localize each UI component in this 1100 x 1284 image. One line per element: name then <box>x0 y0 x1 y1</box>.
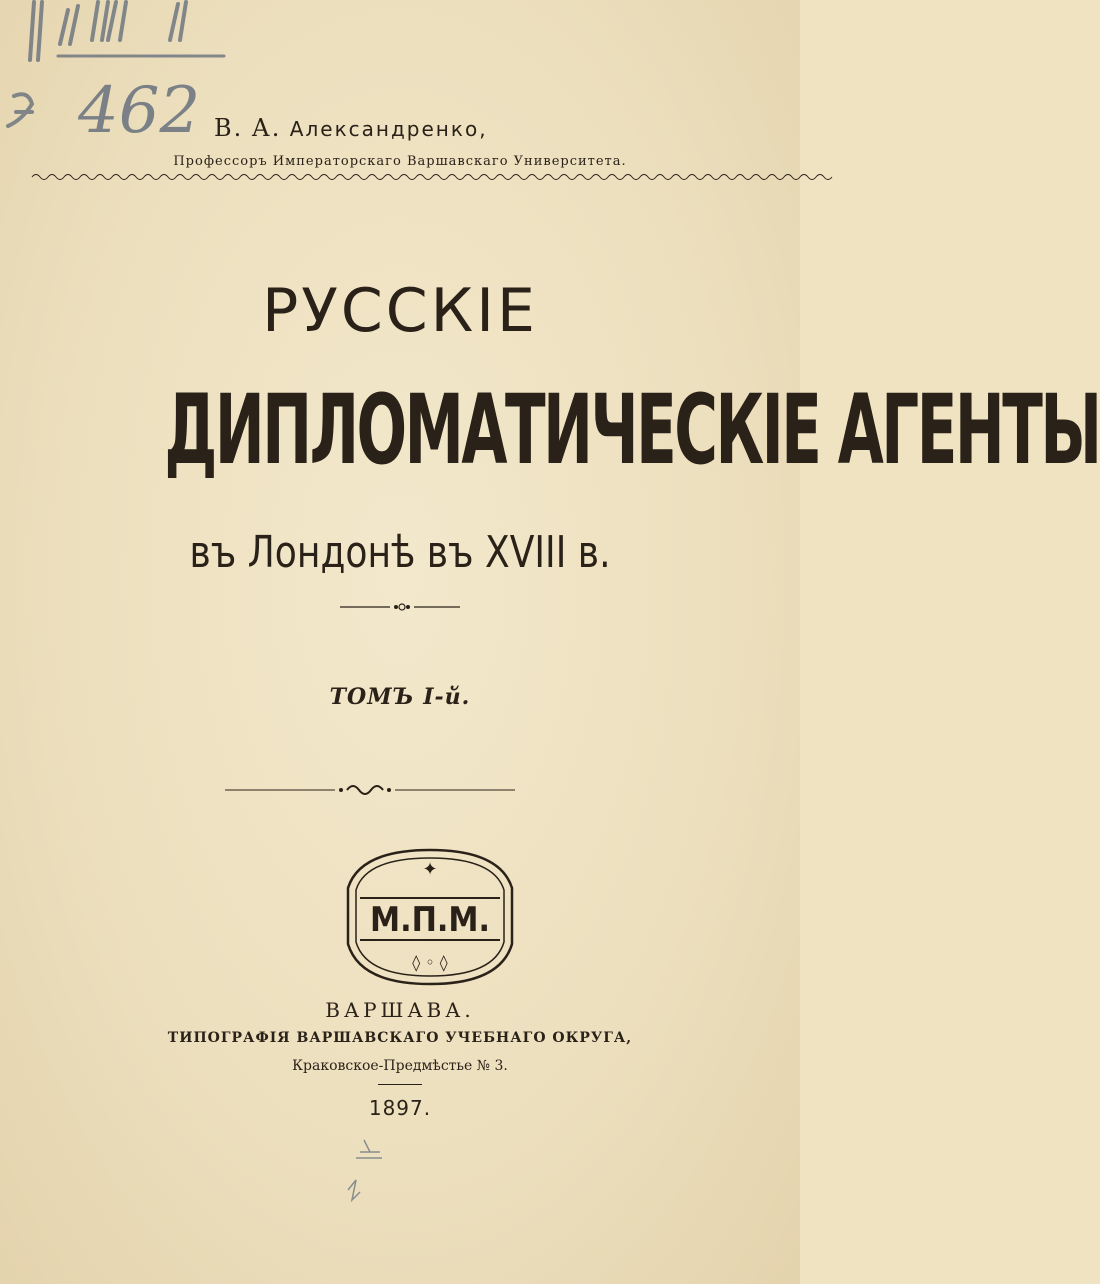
author-line <box>214 114 544 142</box>
pencil-marks <box>330 1130 390 1220</box>
svg-text:◊ ◦ ◊: ◊ ◦ ◊ <box>412 953 448 972</box>
imprint-printer: ТИПОГРАФІЯ ВАРШАВСКАГО УЧЕБНАГО ОКРУГА, <box>167 1030 633 1046</box>
imprint-address: Краковское-Предмѣстье № 3. <box>292 1058 508 1074</box>
imprint-year: 1897. <box>368 1096 432 1120</box>
pencil-handwriting <box>8 0 248 150</box>
svg-text:✦: ✦ <box>422 859 438 880</box>
wavy-rule <box>32 172 762 182</box>
title-line-3: въ Лондонѣ въ XVIII в. <box>189 527 611 578</box>
author-initial-1: В. <box>214 114 244 142</box>
short-rule <box>378 1084 422 1085</box>
author-affiliation: Профессоръ Императорскаго Варшавскаго Университета. <box>173 154 627 169</box>
author-surname: Александренко, <box>289 117 488 141</box>
title-line-2: ДИПЛОМАТИЧЕСКІЕ АГЕНТЫ <box>164 374 1100 486</box>
library-stamp <box>340 848 520 988</box>
author-initial-2: А. <box>251 114 282 142</box>
volume-label: ТОМЪ I-й. <box>329 684 471 710</box>
title-line-1: РУССКІЕ <box>262 276 538 346</box>
ornament-rule <box>225 782 515 798</box>
stamp-text: М.П.М. <box>370 900 490 940</box>
ornament-divider <box>340 600 460 614</box>
imprint-city: ВАРШАВА. <box>325 998 475 1022</box>
handwritten-number: 462 <box>78 74 201 148</box>
